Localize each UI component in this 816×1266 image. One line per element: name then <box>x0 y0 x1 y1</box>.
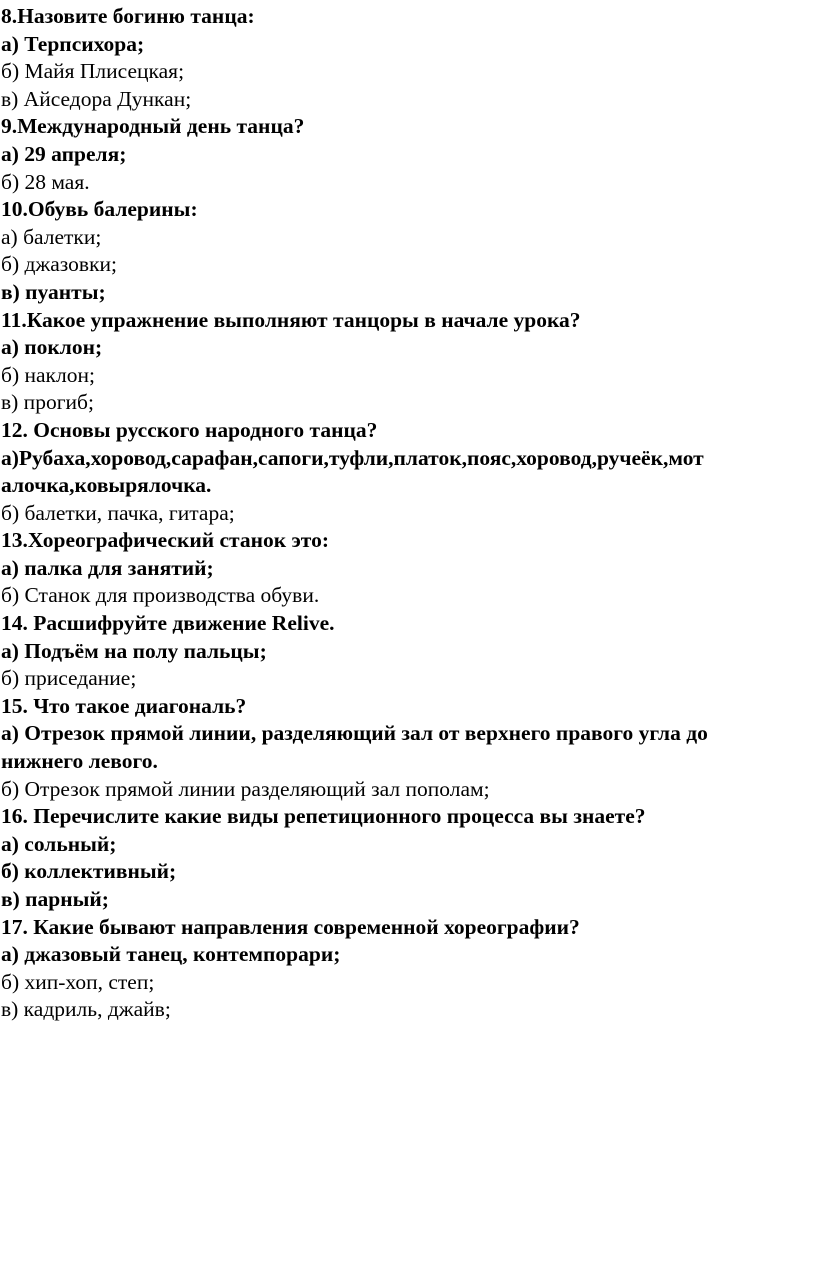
bold-text-line: а) поклон; <box>1 335 103 360</box>
text-line: б) балетки, пачка, гитара; <box>1 500 235 525</box>
bold-text-line: а) джазовый танец, контемпорари; <box>1 942 341 967</box>
bold-text-line: а) Терпсихора; <box>1 31 145 56</box>
bold-text-line: 11.Какое упражнение выполняют танцоры в начале урока? <box>1 307 581 332</box>
text-line: б) джазовки; <box>1 252 118 277</box>
bold-text-line: а) 29 апреля; <box>1 141 127 166</box>
bold-text-line: 9.Международный день танца? <box>1 114 305 139</box>
text-line: б) Майя Плисецкая; <box>1 59 185 84</box>
bold-text-line: а) сольный; <box>1 831 117 856</box>
bold-text-line: 14. Расшифруйте движение Relive. <box>1 611 335 636</box>
bold-text-line: а)Рубаха,хоровод,сарафан,сапоги,туфли,платок,пояс,хоровод,ручеёк,мот <box>1 445 704 470</box>
bold-text-line: в) пуанты; <box>1 279 106 304</box>
text-line: б) 28 мая. <box>1 169 90 194</box>
text-line: в) Айседора Дункан; <box>1 86 192 111</box>
text-line: в) кадриль, джайв; <box>1 997 171 1022</box>
text-line: б) Отрезок прямой линии разделяющий зал пополам; <box>1 776 490 801</box>
bold-text-line: б) коллективный; <box>1 859 177 884</box>
text-line: б) хип-хоп, степ; <box>1 969 155 994</box>
bold-text-line: а) палка для занятий; <box>1 555 214 580</box>
text-line: в) прогиб; <box>1 390 94 415</box>
bold-text-line: а) Отрезок прямой линии, разделяющий зал от верхнего правого угла до <box>1 721 708 746</box>
bold-text-line: 13.Хореографический станок это: <box>1 528 329 553</box>
bold-text-line: 8.Назовите богиню танца: <box>1 4 255 28</box>
text-line: б) Станок для производства обуви. <box>1 583 320 608</box>
text-line: б) наклон; <box>1 362 95 387</box>
bold-text-line: алочка,ковырялочка. <box>1 473 212 498</box>
text-line: б) приседание; <box>1 666 137 691</box>
bold-text-line: 17. Какие бывают направления современной хореографии? <box>1 914 580 939</box>
bold-text-line: 12. Основы русского народного танца? <box>1 417 378 442</box>
bold-text-line: а) Подъём на полу пальцы; <box>1 638 267 663</box>
bold-text-line: в) парный; <box>1 887 109 911</box>
bold-text-line: 16. Перечислите какие виды репетиционного процесса вы знаете? <box>1 804 646 829</box>
bold-text-line: 15. Что такое диагональ? <box>1 693 247 718</box>
text-line: а) балетки; <box>1 224 102 249</box>
bold-text-line: нижнего левого. <box>1 749 158 774</box>
bold-text-line: 10.Обувь балерины: <box>1 197 198 222</box>
